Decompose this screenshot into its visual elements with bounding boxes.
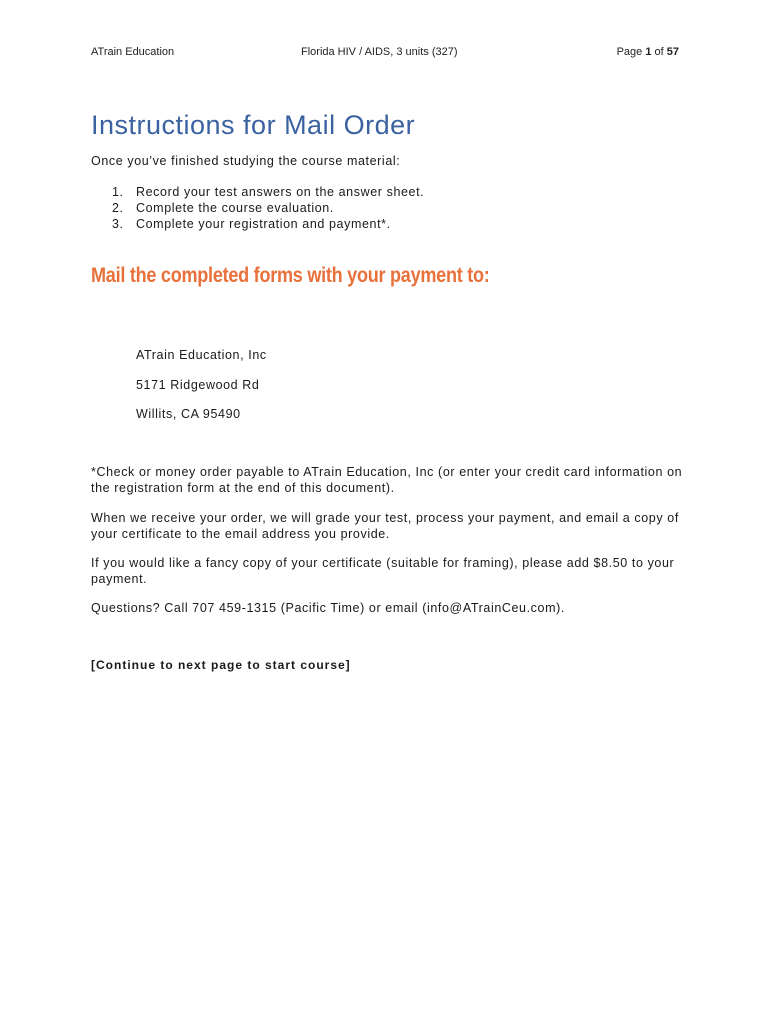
intro-text: Once you’ve finished studying the course material: — [91, 154, 401, 168]
payment-note: *Check or money order payable to ATrain Education, Inc (or enter your credit card information on the registration form at the end of this document). — [91, 465, 683, 495]
header-page-number: Page 1 of 57 — [616, 46, 679, 58]
page-title: Instructions for Mail Order — [91, 110, 416, 140]
address-line-street: 5171 Ridgewood Rd — [136, 378, 260, 392]
list-item: 3. Complete your registration and payment*. — [112, 217, 391, 231]
questions-text: Questions? Call 707 459-1315 (Pacific Time) or email (info@ATrainCeu.com). — [91, 601, 565, 615]
steps-list — [112, 184, 424, 232]
mail-heading: Mail the completed forms with your payment to: — [91, 264, 490, 287]
address-line-city: Willits, CA 95490 — [136, 407, 241, 421]
header-course-title: Florida HIV / AIDS, 3 units (327) — [301, 46, 458, 58]
page-header — [91, 46, 679, 62]
list-item: 1. Record your test answers on the answer sheet. — [112, 185, 425, 199]
address-line-company: ATrain Education, Inc — [136, 348, 267, 362]
receive-order-text: When we receive your order, we will grade your test, process your payment, and email a copy of your certificate to the email address you provide. — [91, 511, 679, 541]
continue-note: [Continue to next page to start course] — [91, 658, 351, 672]
list-item: 2. Complete the course evaluation. — [112, 201, 334, 215]
fancy-copy-text: If you would like a fancy copy of your certificate (suitable for framing), please add $8.50 to your payment. — [91, 556, 675, 586]
header-publisher: ATrain Education — [91, 46, 175, 58]
